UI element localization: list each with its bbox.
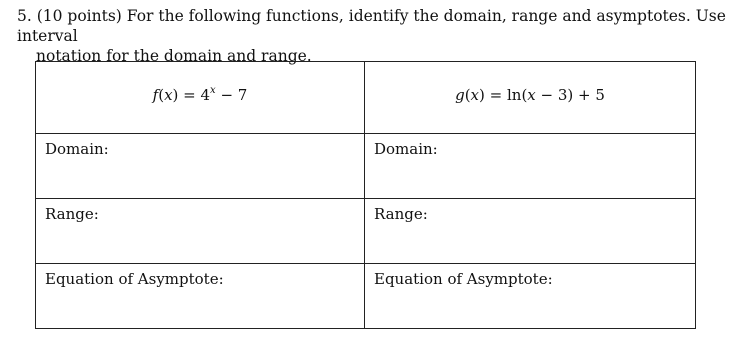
function-g: g(x) = ln(x − 3) + 5 xyxy=(455,86,605,104)
asymptote-g-cell[interactable] xyxy=(365,264,696,329)
function-g-rest: − 3) + 5 xyxy=(535,86,605,104)
domain-f-cell[interactable] xyxy=(36,134,365,199)
range-f-cell[interactable] xyxy=(36,199,365,264)
asymptote-label-g: Equation of Asymptote: xyxy=(374,270,553,288)
function-g-inner-var: x xyxy=(527,86,536,104)
function-g-name: g xyxy=(455,86,465,104)
function-g-var: x xyxy=(470,86,480,104)
problem-statement xyxy=(17,6,747,66)
problem-text-line-1: (10 points) For the following functions, identify the domain, range and asymptotes. Use interval xyxy=(17,7,726,45)
range-g-cell[interactable] xyxy=(365,199,696,264)
function-f-rest: − 7 xyxy=(215,86,248,104)
function-f: $f(x) = 4^x - 7$ xyxy=(152,85,248,104)
function-f-cell xyxy=(36,62,365,134)
function-g-cell xyxy=(365,62,696,134)
problem-line-1 xyxy=(17,6,747,46)
asymptote-label-f: Equation of Asymptote: xyxy=(45,270,224,288)
asymptote-f-cell[interactable] xyxy=(36,264,365,329)
function-f-exponent: x xyxy=(210,85,216,96)
function-f-base: 4 xyxy=(200,86,211,104)
function-header-row xyxy=(36,62,696,134)
answer-table xyxy=(35,61,696,329)
domain-label-g: Domain: xyxy=(374,140,438,158)
asymptote-row xyxy=(36,264,696,329)
function-f-var: x xyxy=(164,86,173,104)
domain-label-f: Domain: xyxy=(45,140,109,158)
function-f-equals: ) = xyxy=(172,86,201,104)
range-label-g: Range: xyxy=(374,205,428,223)
domain-row xyxy=(36,134,696,199)
domain-g-cell[interactable] xyxy=(365,134,696,199)
problem-text-line-2: notation for the domain and range. xyxy=(36,47,312,65)
function-f-name: f xyxy=(152,86,159,104)
range-label-f: Range: xyxy=(45,205,99,223)
range-row xyxy=(36,199,696,264)
problem-number: 5. xyxy=(17,7,32,25)
function-g-equals: ) = xyxy=(479,86,507,104)
function-g-ln: ln( xyxy=(506,86,528,104)
